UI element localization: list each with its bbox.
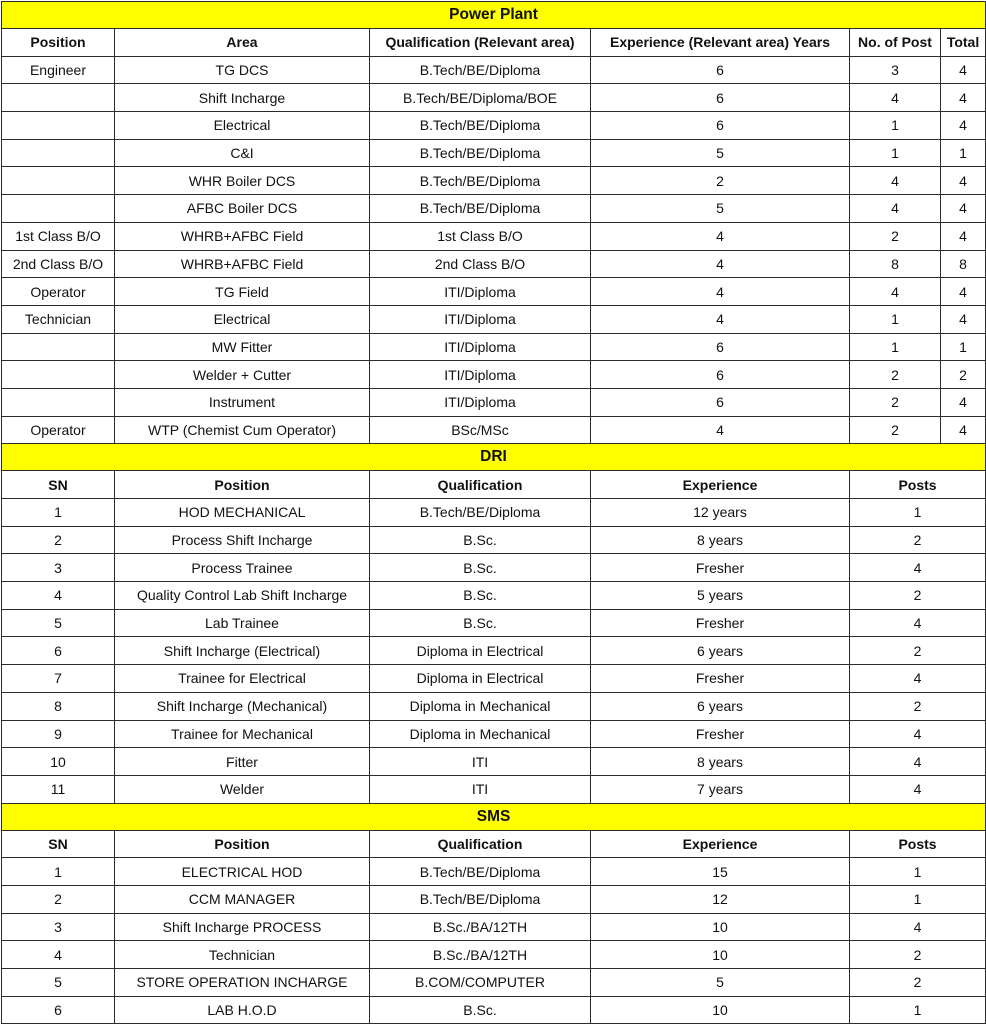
- table-cell: [2, 139, 115, 167]
- table-row: [2, 996, 986, 1024]
- table-cell: 6: [591, 84, 850, 112]
- table-row: [2, 665, 986, 693]
- table-cell: B.Tech/BE/Diploma: [370, 858, 591, 886]
- table-cell: B.Sc.: [370, 996, 591, 1024]
- table-cell: 2: [850, 388, 941, 416]
- table-cell: 6: [2, 996, 115, 1024]
- table-cell: 1: [941, 139, 986, 167]
- section-title: Power Plant: [2, 2, 986, 29]
- table-body: [2, 2, 986, 1024]
- table-cell: 2: [850, 692, 986, 720]
- table-cell: [2, 112, 115, 140]
- table-cell: 1: [850, 996, 986, 1024]
- table-cell: 10: [2, 748, 115, 776]
- column-header: No. of Post: [850, 29, 941, 57]
- table-cell: 1: [850, 885, 986, 913]
- table-cell: Electrical: [115, 112, 370, 140]
- table-cell: B.Tech/BE/Diploma: [370, 139, 591, 167]
- table-cell: C&I: [115, 139, 370, 167]
- table-row: [2, 941, 986, 969]
- table-cell: 7 years: [591, 775, 850, 803]
- table-cell: B.Sc.: [370, 609, 591, 637]
- table-row: [2, 582, 986, 610]
- table-cell: Engineer: [2, 56, 115, 84]
- table-row: [2, 692, 986, 720]
- table-cell: [2, 388, 115, 416]
- table-row: [2, 885, 986, 913]
- table-cell: Diploma in Electrical: [370, 665, 591, 693]
- table-cell: 4: [591, 278, 850, 306]
- section-band-power-plant: [2, 2, 986, 29]
- section-band-dri: [2, 444, 986, 471]
- table-cell: 1: [850, 112, 941, 140]
- table-cell: WTP (Chemist Cum Operator): [115, 416, 370, 444]
- column-header: Position: [115, 830, 370, 858]
- table-cell: ITI: [370, 775, 591, 803]
- table-cell: 2: [850, 582, 986, 610]
- table-cell: STORE OPERATION INCHARGE: [115, 969, 370, 997]
- table-cell: HOD MECHANICAL: [115, 499, 370, 527]
- table-cell: 1: [850, 858, 986, 886]
- table-row: [2, 278, 986, 306]
- table-cell: 2: [850, 361, 941, 389]
- table-cell: 4: [850, 775, 986, 803]
- table-row: [2, 554, 986, 582]
- table-cell: Trainee for Mechanical: [115, 720, 370, 748]
- table-row: [2, 720, 986, 748]
- table-row: [2, 526, 986, 554]
- table-cell: 4: [850, 554, 986, 582]
- table-cell: [2, 361, 115, 389]
- table-row: [2, 84, 986, 112]
- table-cell: 4: [850, 748, 986, 776]
- column-header: Experience: [591, 830, 850, 858]
- column-header: Experience: [591, 471, 850, 499]
- table-row: [2, 195, 986, 223]
- table-cell: Fitter: [115, 748, 370, 776]
- table-cell: Diploma in Electrical: [370, 637, 591, 665]
- table-row: [2, 167, 986, 195]
- recruitment-sheet: [1, 1, 985, 1024]
- table-cell: 8 years: [591, 526, 850, 554]
- header-row: [2, 29, 986, 57]
- table-cell: [2, 333, 115, 361]
- table-cell: 2: [591, 167, 850, 195]
- column-header: Position: [2, 29, 115, 57]
- table-cell: B.Sc./BA/12TH: [370, 941, 591, 969]
- table-cell: 1: [941, 333, 986, 361]
- table-cell: 4: [941, 112, 986, 140]
- table-cell: 4: [941, 84, 986, 112]
- table-row: [2, 56, 986, 84]
- table-cell: 4: [941, 305, 986, 333]
- table-cell: B.Tech/BE/Diploma/BOE: [370, 84, 591, 112]
- table-row: [2, 305, 986, 333]
- table-cell: 4: [2, 582, 115, 610]
- table-cell: 3: [2, 554, 115, 582]
- table-cell: Welder: [115, 775, 370, 803]
- table-cell: 4: [850, 913, 986, 941]
- table-cell: ELECTRICAL HOD: [115, 858, 370, 886]
- table-cell: [2, 84, 115, 112]
- table-row: [2, 969, 986, 997]
- table-cell: 2: [850, 222, 941, 250]
- table-cell: 5: [2, 609, 115, 637]
- table-cell: Process Shift Incharge: [115, 526, 370, 554]
- table-cell: 4: [850, 720, 986, 748]
- table-cell: ITI/Diploma: [370, 333, 591, 361]
- table-cell: 1: [850, 305, 941, 333]
- column-header: Qualification (Relevant area): [370, 29, 591, 57]
- header-row: [2, 471, 986, 499]
- table-cell: 4: [850, 278, 941, 306]
- table-row: [2, 499, 986, 527]
- table-cell: 4: [591, 416, 850, 444]
- table-cell: Trainee for Electrical: [115, 665, 370, 693]
- table-cell: Diploma in Mechanical: [370, 692, 591, 720]
- table-cell: 2nd Class B/O: [370, 250, 591, 278]
- table-cell: 1: [850, 499, 986, 527]
- table-cell: WHRB+AFBC Field: [115, 222, 370, 250]
- table-row: [2, 222, 986, 250]
- table-cell: Fresher: [591, 665, 850, 693]
- table-cell: Fresher: [591, 609, 850, 637]
- table-row: [2, 112, 986, 140]
- table-cell: Shift Incharge (Mechanical): [115, 692, 370, 720]
- table-cell: 4: [850, 84, 941, 112]
- table-cell: B.COM/COMPUTER: [370, 969, 591, 997]
- table-cell: ITI/Diploma: [370, 361, 591, 389]
- table-cell: 4: [850, 665, 986, 693]
- table-cell: LAB H.O.D: [115, 996, 370, 1024]
- table-row: [2, 416, 986, 444]
- table-cell: Instrument: [115, 388, 370, 416]
- table-cell: AFBC Boiler DCS: [115, 195, 370, 223]
- table-cell: 4: [591, 250, 850, 278]
- table-cell: 1: [2, 858, 115, 886]
- table-cell: 12 years: [591, 499, 850, 527]
- section-title: SMS: [2, 803, 986, 830]
- column-header: Area: [115, 29, 370, 57]
- table-cell: 2: [2, 885, 115, 913]
- table-cell: 10: [591, 941, 850, 969]
- table-cell: WHRB+AFBC Field: [115, 250, 370, 278]
- vacancy-table: [1, 1, 986, 1024]
- table-row: [2, 609, 986, 637]
- table-cell: 4: [591, 222, 850, 250]
- table-cell: 4: [850, 167, 941, 195]
- table-cell: Technician: [115, 941, 370, 969]
- table-cell: ITI/Diploma: [370, 278, 591, 306]
- table-row: [2, 333, 986, 361]
- table-cell: 4: [941, 195, 986, 223]
- table-cell: Operator: [2, 416, 115, 444]
- table-cell: 12: [591, 885, 850, 913]
- table-cell: Technician: [2, 305, 115, 333]
- table-cell: [2, 167, 115, 195]
- table-cell: 9: [2, 720, 115, 748]
- table-cell: 1: [2, 499, 115, 527]
- table-cell: B.Sc./BA/12TH: [370, 913, 591, 941]
- table-cell: 7: [2, 665, 115, 693]
- table-row: [2, 637, 986, 665]
- table-cell: Shift Incharge: [115, 84, 370, 112]
- table-cell: 6: [591, 388, 850, 416]
- table-cell: BSc/MSc: [370, 416, 591, 444]
- column-header: Experience (Relevant area) Years: [591, 29, 850, 57]
- section-band-sms: [2, 803, 986, 830]
- table-cell: 2nd Class B/O: [2, 250, 115, 278]
- table-cell: 4: [941, 56, 986, 84]
- column-header: Total: [941, 29, 986, 57]
- table-row: [2, 361, 986, 389]
- table-cell: Quality Control Lab Shift Incharge: [115, 582, 370, 610]
- table-cell: 4: [850, 609, 986, 637]
- table-cell: B.Tech/BE/Diploma: [370, 56, 591, 84]
- table-cell: 5: [2, 969, 115, 997]
- table-cell: B.Tech/BE/Diploma: [370, 195, 591, 223]
- table-cell: 1st Class B/O: [2, 222, 115, 250]
- table-cell: Welder + Cutter: [115, 361, 370, 389]
- column-header: Posts: [850, 471, 986, 499]
- table-cell: 6: [591, 361, 850, 389]
- table-cell: Process Trainee: [115, 554, 370, 582]
- table-cell: B.Sc.: [370, 554, 591, 582]
- table-cell: 2: [850, 526, 986, 554]
- table-cell: ITI/Diploma: [370, 388, 591, 416]
- table-cell: 15: [591, 858, 850, 886]
- table-cell: TG Field: [115, 278, 370, 306]
- table-row: [2, 388, 986, 416]
- table-cell: Fresher: [591, 720, 850, 748]
- table-cell: 5: [591, 969, 850, 997]
- table-cell: 4: [941, 167, 986, 195]
- table-cell: 4: [2, 941, 115, 969]
- table-cell: 6: [591, 56, 850, 84]
- table-cell: 5 years: [591, 582, 850, 610]
- table-cell: Fresher: [591, 554, 850, 582]
- table-cell: Lab Trainee: [115, 609, 370, 637]
- table-cell: CCM MANAGER: [115, 885, 370, 913]
- table-cell: 4: [591, 305, 850, 333]
- table-cell: 4: [941, 388, 986, 416]
- table-cell: Diploma in Mechanical: [370, 720, 591, 748]
- table-cell: 6: [591, 112, 850, 140]
- table-cell: 3: [850, 56, 941, 84]
- table-cell: 10: [591, 996, 850, 1024]
- table-cell: B.Tech/BE/Diploma: [370, 167, 591, 195]
- table-cell: 8: [850, 250, 941, 278]
- table-row: [2, 139, 986, 167]
- table-row: [2, 775, 986, 803]
- table-row: [2, 748, 986, 776]
- table-row: [2, 858, 986, 886]
- table-cell: 6 years: [591, 692, 850, 720]
- table-cell: 6: [591, 333, 850, 361]
- table-cell: Shift Incharge (Electrical): [115, 637, 370, 665]
- column-header: Qualification: [370, 830, 591, 858]
- table-cell: B.Tech/BE/Diploma: [370, 885, 591, 913]
- table-cell: Operator: [2, 278, 115, 306]
- table-cell: Electrical: [115, 305, 370, 333]
- table-cell: 2: [850, 416, 941, 444]
- column-header: Qualification: [370, 471, 591, 499]
- table-cell: 2: [941, 361, 986, 389]
- table-cell: 8: [2, 692, 115, 720]
- table-cell: Shift Incharge PROCESS: [115, 913, 370, 941]
- table-row: [2, 250, 986, 278]
- table-cell: 3: [2, 913, 115, 941]
- table-cell: 2: [2, 526, 115, 554]
- column-header: SN: [2, 471, 115, 499]
- table-cell: WHR Boiler DCS: [115, 167, 370, 195]
- table-cell: B.Tech/BE/Diploma: [370, 499, 591, 527]
- table-cell: 4: [850, 195, 941, 223]
- column-header: Posts: [850, 830, 986, 858]
- table-cell: 4: [941, 222, 986, 250]
- table-cell: B.Sc.: [370, 526, 591, 554]
- table-cell: 1: [850, 139, 941, 167]
- table-cell: 5: [591, 195, 850, 223]
- table-cell: 5: [591, 139, 850, 167]
- table-cell: 4: [941, 416, 986, 444]
- table-cell: 6 years: [591, 637, 850, 665]
- table-cell: 8 years: [591, 748, 850, 776]
- table-cell: ITI/Diploma: [370, 305, 591, 333]
- table-cell: B.Sc.: [370, 582, 591, 610]
- table-cell: 10: [591, 913, 850, 941]
- table-cell: [2, 195, 115, 223]
- column-header: SN: [2, 830, 115, 858]
- table-cell: 1st Class B/O: [370, 222, 591, 250]
- table-cell: MW Fitter: [115, 333, 370, 361]
- table-cell: B.Tech/BE/Diploma: [370, 112, 591, 140]
- table-cell: 6: [2, 637, 115, 665]
- table-row: [2, 913, 986, 941]
- column-header: Position: [115, 471, 370, 499]
- table-cell: 2: [850, 969, 986, 997]
- section-title: DRI: [2, 444, 986, 471]
- header-row: [2, 830, 986, 858]
- table-cell: 2: [850, 941, 986, 969]
- table-cell: TG DCS: [115, 56, 370, 84]
- table-cell: ITI: [370, 748, 591, 776]
- table-cell: 8: [941, 250, 986, 278]
- table-cell: 11: [2, 775, 115, 803]
- table-cell: 1: [850, 333, 941, 361]
- table-cell: 4: [941, 278, 986, 306]
- table-cell: 2: [850, 637, 986, 665]
